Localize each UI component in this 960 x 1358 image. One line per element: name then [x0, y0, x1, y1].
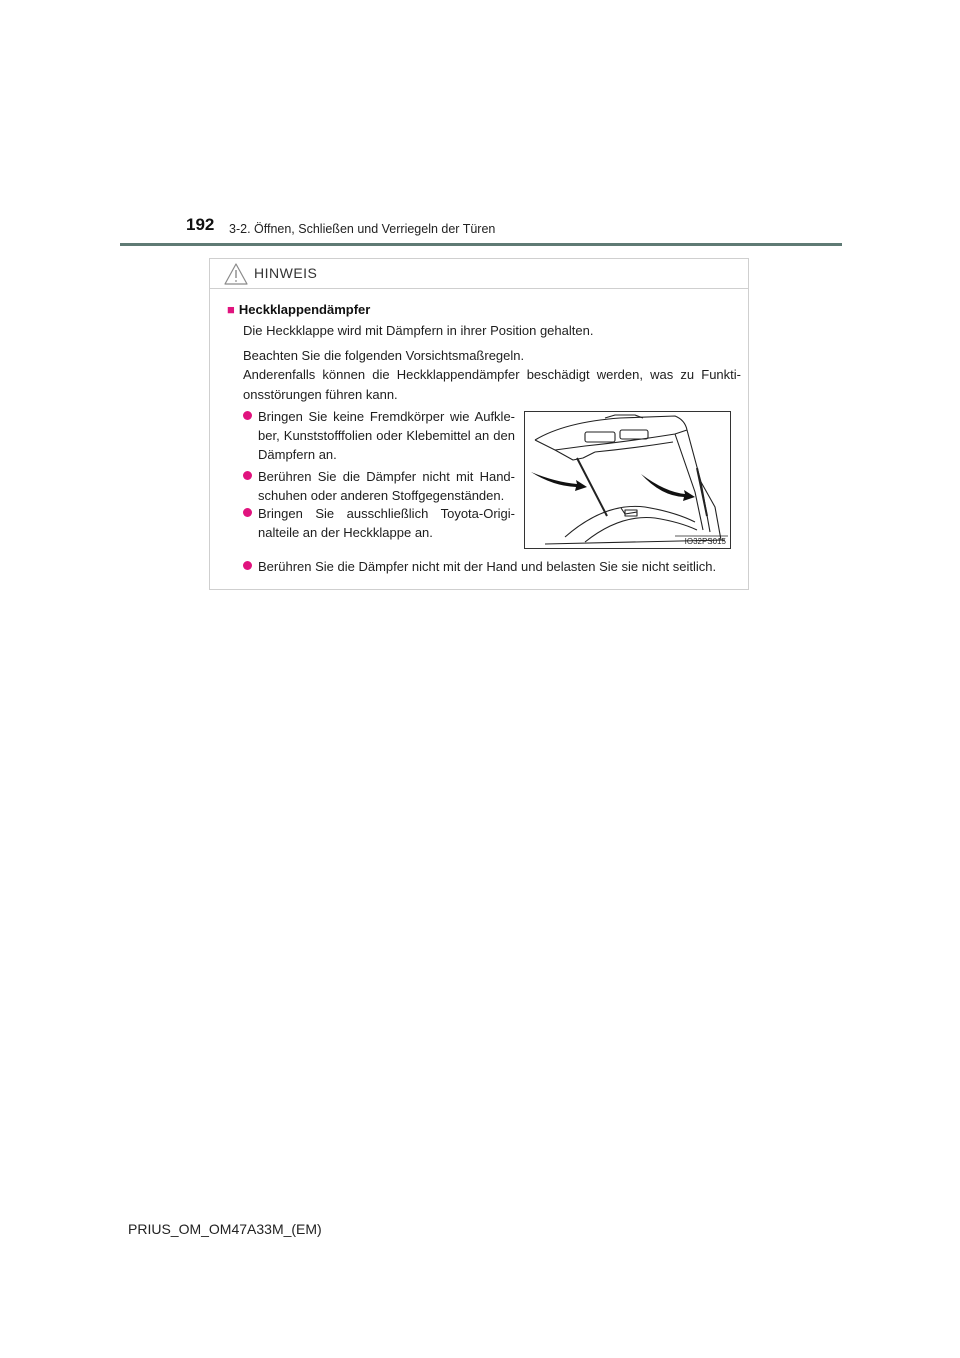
- bullet-item-1: [243, 407, 515, 464]
- bullet-text: Bringen Sie keine Fremdkörper wie Aufkle-ber, Kunststofffolien oder Klebemittel an den Dämpfern an.: [258, 409, 515, 462]
- tailgate-drawing: [525, 412, 730, 548]
- bullet-item-4: [243, 557, 747, 576]
- header-rule: [120, 243, 842, 246]
- bullet-item-2: [243, 467, 515, 505]
- paragraph-3: Anderenfalls können die Heckklappendämpfer beschädigt werden, was zu Funkti-onsstörungen führen kann.: [243, 367, 741, 402]
- bullet-dot-icon: [243, 411, 252, 420]
- notice-header: [210, 259, 748, 289]
- bullet-dot-icon: [243, 508, 252, 517]
- notice-box: [209, 258, 749, 590]
- document-code: PRIUS_OM_OM47A33M_(EM): [128, 1221, 322, 1237]
- bullet-dot-icon: [243, 471, 252, 480]
- paragraph-2: Beachten Sie die folgenden Vorsichtsmaßregeln.: [243, 348, 525, 363]
- bullet-text: Berühren Sie die Dämpfer nicht mit der Hand und belasten Sie sie nicht seitlich.: [258, 559, 717, 574]
- warning-triangle-icon: [224, 263, 248, 285]
- bullet-text: Bringen Sie ausschließlich Toyota-Origi-nalteile an der Heckklappe an.: [258, 506, 515, 540]
- notice-title: HINWEIS: [254, 265, 318, 281]
- bullet-item-3: [243, 504, 515, 542]
- subheading-text: Heckklappendämpfer: [238, 302, 371, 317]
- section-title: 3-2. Öffnen, Schließen und Verriegeln der Türen: [229, 222, 496, 236]
- square-bullet-icon: ■: [227, 302, 235, 317]
- tailgate-damper-illustration: [524, 411, 731, 549]
- subheading: [227, 302, 370, 317]
- bullet-text: Berühren Sie die Dämpfer nicht mit Hand-schuhen oder anderen Stoffgegenständen.: [258, 469, 515, 503]
- paragraph-1: Die Heckklappe wird mit Dämpfern in ihrer Position gehalten.: [243, 323, 594, 338]
- figure-code: IO32PS015: [684, 537, 726, 546]
- bullet-dot-icon: [243, 561, 252, 570]
- page-number: 192: [186, 215, 215, 234]
